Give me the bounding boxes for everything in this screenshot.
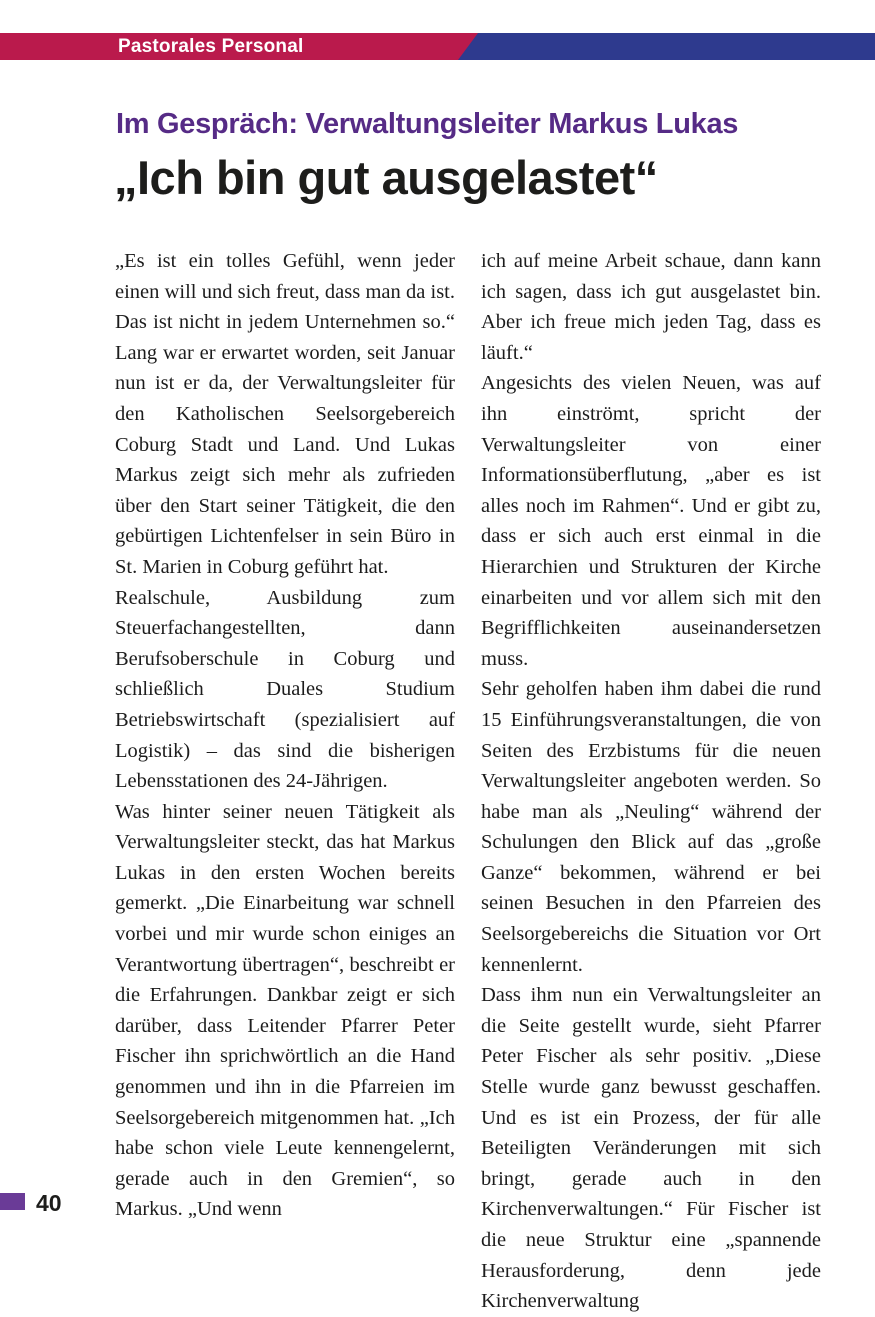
paragraph: Sehr geholfen haben ihm dabei die rund 15 Einführungsveranstaltungen, die von Seiten des Erzbistums für die neuen Verwaltungsleiter angeboten werden. So habe man als „Neuling“ während der Schulungen den Blick auf das „große Ganze“ bekommen, während er bei seinen Besuchen in den Pfarreien des Seelsorgebereichs die Situation vor Ort kennenlernt. — [481, 678, 821, 976]
page-number: 40 — [36, 1190, 62, 1216]
paragraph: „Es ist ein tolles Gefühl, wenn jeder einen will und sich freut, dass man da ist. Das ist nicht in jedem Unternehmen so.“ Lang war er erwartet worden, seit Januar nun ist er da, der Verwaltungsleiter für den Katholischen Seelsorgebereich Coburg Stadt und Land. Und Lukas Markus zeigt sich mehr als zufrieden über den Start seiner Tätigkeit, die den gebürtigen Lichtenfelser in sein Büro in St. Marien in Coburg geführt hat. — [115, 250, 455, 578]
article-headline: „Ich bin gut ausgelastet“ — [114, 151, 658, 204]
article-body — [115, 246, 821, 1313]
section-kicker: Pastorales Personal — [118, 36, 304, 57]
header-band — [0, 33, 875, 60]
paragraph: Was hinter seiner neuen Tätigkeit als Verwaltungsleiter steckt, das hat Markus Lukas in den ersten Wochen bereits gemerkt. „Die Einarbeitung war schnell vorbei und mir wurde schon einiges an Verantwortung übertragen“, beschreibt er die Erfahrungen. Dankbar zeigt er sich darüber, dass Leitender Pfarrer Peter Fischer ihn sprichwörtlich an die Hand genommen und ihn in die Pfarreien im Seelsorgebereich mitgenommen hat. „Ich habe schon viele Leute kennengelernt, gerade auch in den Gremien“, so Markus. „Und wenn — [115, 800, 455, 1221]
paragraph: Realschule, Ausbildung zum Steuerfachangestellten, dann Berufsoberschule in Coburg und schließlich Duales Studium Betriebswirtschaft (spezialisiert auf Logistik) – das sind die bisherigen Lebensstationen des 24-Jährigen. — [115, 586, 455, 793]
article-subtitle: Im Gespräch: Verwaltungsleiter Markus Lukas — [116, 108, 739, 140]
paragraph: ich auf meine Arbeit schaue, dann kann ich sagen, dass ich gut ausgelastet bin. Aber ich freue mich jeden Tag, dass es läuft.“ — [481, 250, 821, 364]
article-column-left — [115, 246, 455, 1221]
paragraph: Angesichts des vielen Neuen, was auf ihn einströmt, spricht der Verwaltungsleiter von einer Informationsüberflutung, „aber es ist alles noch im Rahmen“. Und er gibt zu, dass er sich auch erst einmal in die Hierarchien und Strukturen der Kirche einarbeiten und vor allem sich mit den Begrifflichkeiten auseinandersetzen muss. — [481, 372, 821, 670]
page-number-square — [0, 1193, 25, 1210]
paragraph: Dass ihm nun ein Verwaltungsleiter an die Seite gestellt wurde, sieht Pfarrer Peter Fischer als sehr positiv. „Diese Stelle wurde ganz bewusst geschaffen. Und es ist ein Prozess, der für alle Beteiligten Veränderungen mit sich bringt, gerade auch in den Kirchenverwaltungen.“ Für Fischer ist die neue Struktur eine „spannende Herausforderung, denn jede Kirchenverwaltung — [481, 984, 821, 1313]
article-column-right — [481, 246, 821, 1313]
